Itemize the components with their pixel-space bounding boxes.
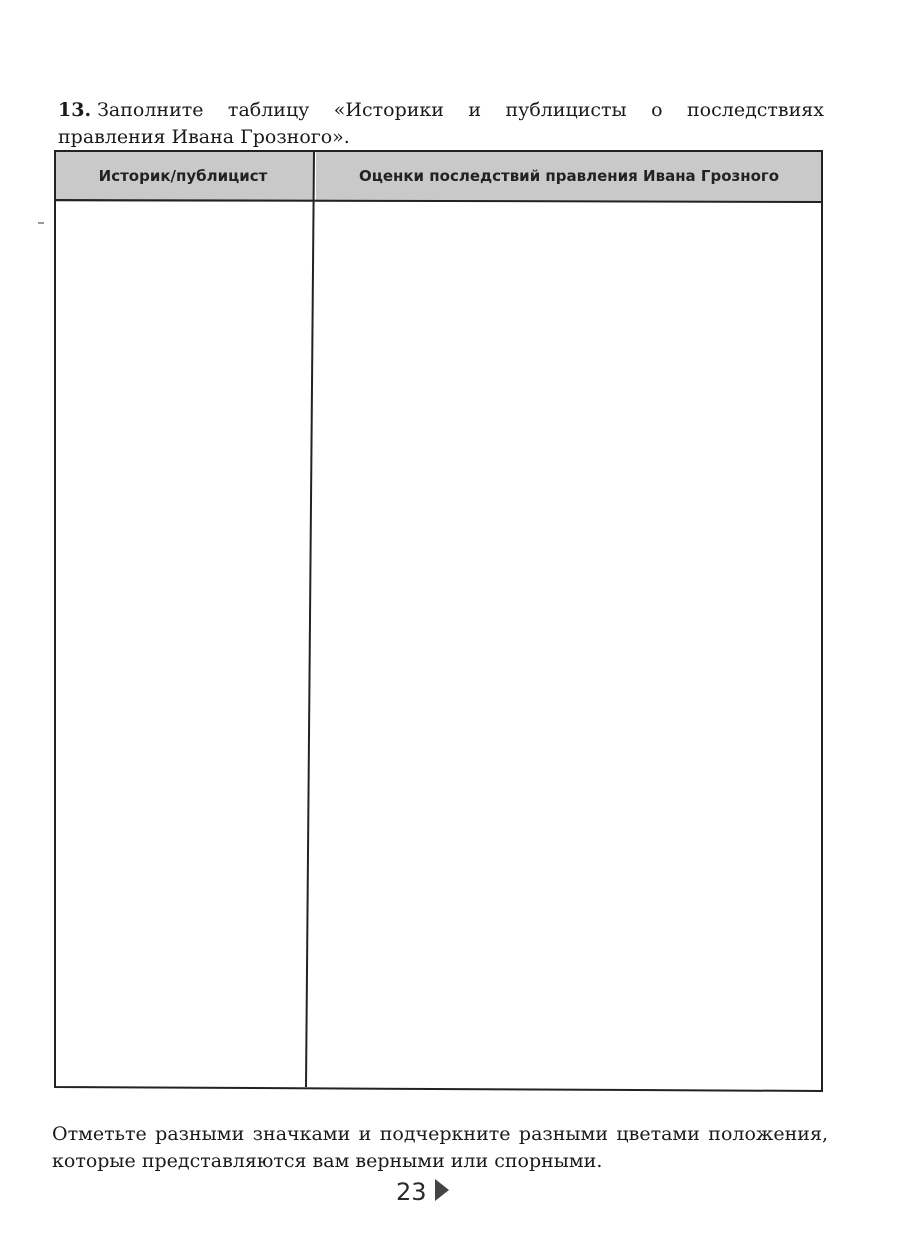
- column-header-historian: Историк/публицист: [98, 167, 268, 185]
- table-grid: [54, 150, 824, 1092]
- instruction-note: Отметьте разными значками и подчеркните разными цветами положения, которые представляются вам верными или спорными.: [52, 1123, 828, 1172]
- task-number: 13.: [58, 99, 92, 121]
- next-page-arrow-icon: [435, 1179, 449, 1205]
- table-border: [55, 151, 822, 1091]
- column-divider: [306, 151, 314, 1087]
- page-number: 23: [396, 1178, 427, 1206]
- page-footer: [396, 1178, 449, 1206]
- task-text: Заполните таблицу «Историки и публицисты о последствиях правления Ивана Грозного».: [58, 99, 824, 148]
- scan-mark: [38, 222, 44, 224]
- task-prompt: [58, 97, 824, 151]
- fill-in-table: [54, 150, 824, 1092]
- column-header-assessment: Оценки последствий правления Ивана Грозного: [358, 167, 780, 185]
